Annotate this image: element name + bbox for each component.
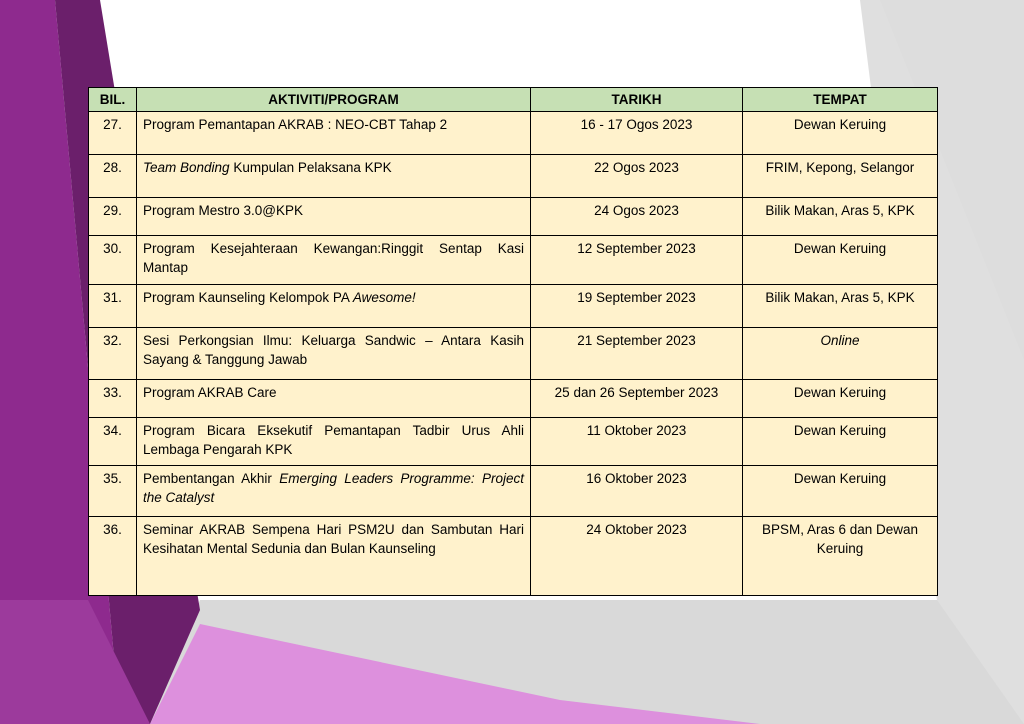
activity-table — [88, 87, 938, 596]
row-number: 35. — [89, 466, 137, 517]
row-activity — [137, 285, 531, 328]
row-number: 32. — [89, 328, 137, 380]
row-number: 36. — [89, 517, 137, 596]
row-activity — [137, 466, 531, 517]
row-place: Bilik Makan, Aras 5, KPK — [743, 285, 938, 328]
table-header-row — [89, 88, 938, 112]
header-tempat: TEMPAT — [743, 88, 938, 112]
table-row — [89, 236, 938, 285]
table-row — [89, 380, 938, 418]
activity-text-italic: Team Bonding — [143, 160, 230, 175]
row-date: 11 Oktober 2023 — [531, 418, 743, 466]
header-tarikh: TARIKH — [531, 88, 743, 112]
table-row — [89, 285, 938, 328]
table-row — [89, 155, 938, 198]
row-place: Dewan Keruing — [743, 466, 938, 517]
row-activity — [137, 328, 531, 380]
row-date: 24 Ogos 2023 — [531, 198, 743, 236]
activity-text-italic: Emerging Leaders Programme: Project the Catalyst — [143, 471, 524, 505]
table-row — [89, 328, 938, 380]
activity-text: Program AKRAB Care — [143, 385, 277, 400]
row-number: 27. — [89, 112, 137, 155]
activity-text-italic: Awesome! — [352, 290, 416, 305]
row-place: FRIM, Kepong, Selangor — [743, 155, 938, 198]
activity-text: Kumpulan Pelaksana KPK — [229, 160, 392, 175]
row-place: Online — [743, 328, 938, 380]
row-number: 33. — [89, 380, 137, 418]
activity-text: Sesi Perkongsian Ilmu: Keluarga Sandwic – Antara Kasih Sayang & Tanggung Jawab — [143, 333, 524, 367]
table-row — [89, 112, 938, 155]
row-activity — [137, 380, 531, 418]
row-activity — [137, 155, 531, 198]
row-activity — [137, 418, 531, 466]
activity-text: Program Kesejahteraan Kewangan:Ringgit Sentap Kasi Mantap — [143, 241, 524, 275]
activity-text: Program Kaunseling Kelompok PA — [143, 290, 353, 305]
row-date: 19 September 2023 — [531, 285, 743, 328]
row-number: 29. — [89, 198, 137, 236]
row-number: 28. — [89, 155, 137, 198]
activity-text: Seminar AKRAB Sempena Hari PSM2U dan Sambutan Hari Kesihatan Mental Sedunia dan Bulan Kaunseling — [143, 522, 524, 556]
row-date: 16 Oktober 2023 — [531, 466, 743, 517]
row-date: 22 Ogos 2023 — [531, 155, 743, 198]
table-row — [89, 517, 938, 596]
header-bil: BIL. — [89, 88, 137, 112]
row-date: 12 September 2023 — [531, 236, 743, 285]
row-place: Dewan Keruing — [743, 418, 938, 466]
row-place: Dewan Keruing — [743, 112, 938, 155]
row-place: Bilik Makan, Aras 5, KPK — [743, 198, 938, 236]
row-place: BPSM, Aras 6 dan Dewan Keruing — [743, 517, 938, 596]
row-number: 30. — [89, 236, 137, 285]
table-row — [89, 198, 938, 236]
row-date: 16 - 17 Ogos 2023 — [531, 112, 743, 155]
row-activity — [137, 112, 531, 155]
table-row — [89, 418, 938, 466]
row-date: 21 September 2023 — [531, 328, 743, 380]
row-place: Dewan Keruing — [743, 236, 938, 285]
row-date: 25 dan 26 September 2023 — [531, 380, 743, 418]
row-number: 34. — [89, 418, 137, 466]
activity-text: Program Pemantapan AKRAB : NEO-CBT Tahap 2 — [143, 117, 448, 132]
row-place: Dewan Keruing — [743, 380, 938, 418]
activity-text: Program Mestro 3.0@KPK — [143, 203, 304, 218]
row-activity — [137, 236, 531, 285]
activity-text: Pembentangan Akhir — [143, 471, 280, 486]
header-aktiviti: AKTIVITI/PROGRAM — [137, 88, 531, 112]
table-row — [89, 466, 938, 517]
row-activity — [137, 517, 531, 596]
row-number: 31. — [89, 285, 137, 328]
activity-text: Program Bicara Eksekutif Pemantapan Tadbir Urus Ahli Lembaga Pengarah KPK — [143, 423, 524, 457]
row-date: 24 Oktober 2023 — [531, 517, 743, 596]
row-activity — [137, 198, 531, 236]
